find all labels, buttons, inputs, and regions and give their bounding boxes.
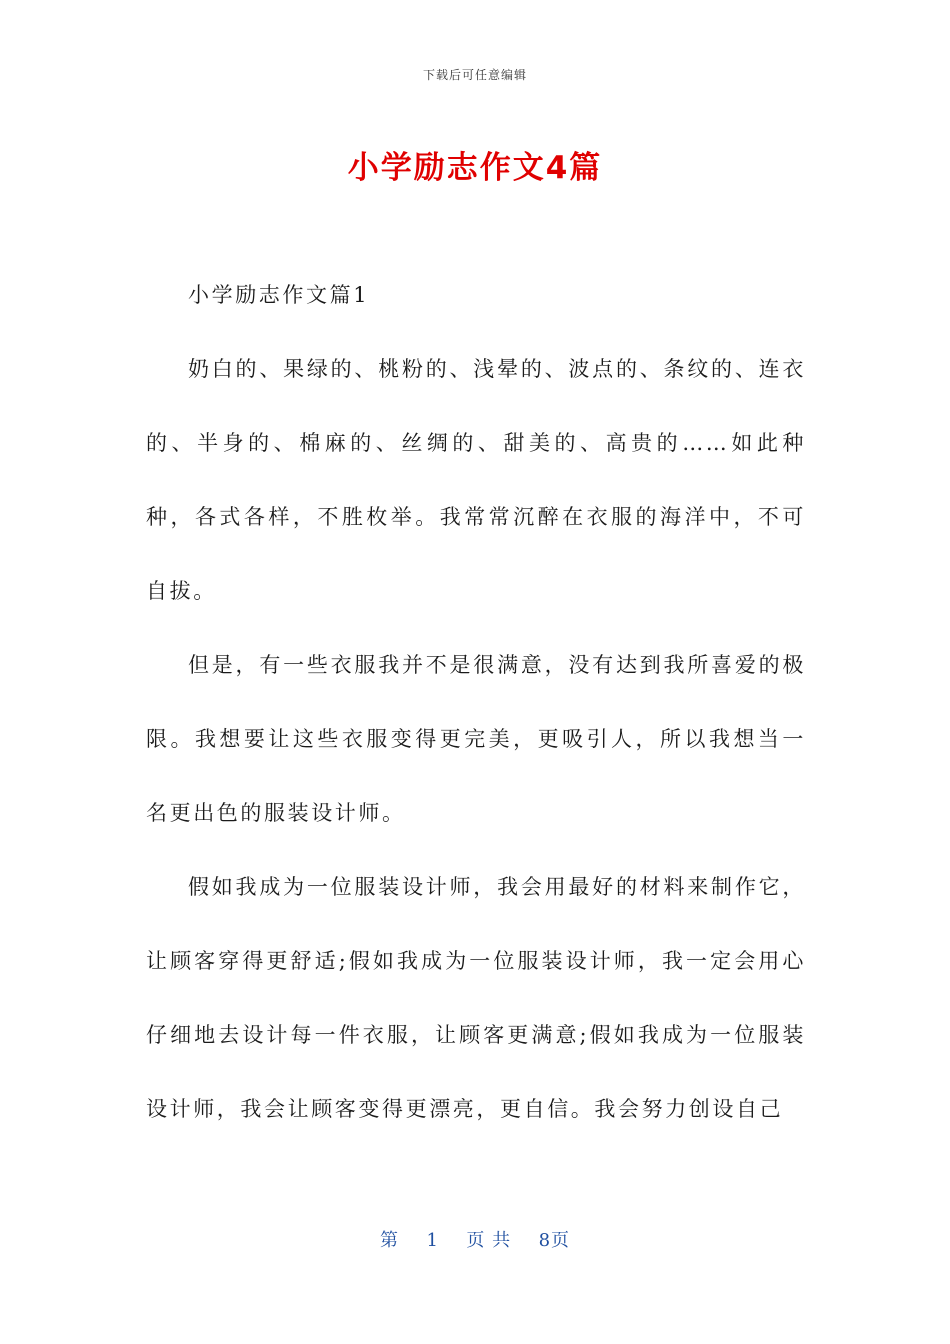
- document-body: [146, 258, 806, 1146]
- paragraph: 但是，有一些衣服我并不是很满意，没有达到我所喜爱的极限。我想要让这些衣服变得更完美，更吸引人，所以我想当一名更出色的服装设计师。: [146, 653, 806, 825]
- page-label-prefix: 第: [379, 1230, 399, 1251]
- page-total: 8页: [538, 1230, 571, 1251]
- page-current-number: 1: [426, 1230, 439, 1251]
- paragraph: 奶白的、果绿的、桃粉的、浅晕的、波点的、条纹的、连衣的、半身的、棉麻的、丝绸的、甜美的、高贵的……如此种种，各式各样，不胜枚举。我常常沉醉在衣服的海洋中，不可自拔。: [146, 357, 806, 603]
- page-label-mid: 页 共: [466, 1230, 512, 1251]
- section-heading: 小学励志作文篇1: [188, 283, 370, 307]
- paragraph: 假如我成为一位服装设计师，我会用最好的材料来制作它，让顾客穿得更舒适;假如我成为一位服装设计师，我一定会用心仔细地去设计每一件衣服，让顾客更满意;假如我成为一位服装设计师，我会让顾客变得更漂亮，更自信。我会努力创设自己: [146, 875, 806, 1121]
- page-title: 小学励志作文4篇: [347, 150, 603, 186]
- page-footer: [0, 1226, 950, 1252]
- header-note: 下载后可任意编辑: [422, 68, 527, 82]
